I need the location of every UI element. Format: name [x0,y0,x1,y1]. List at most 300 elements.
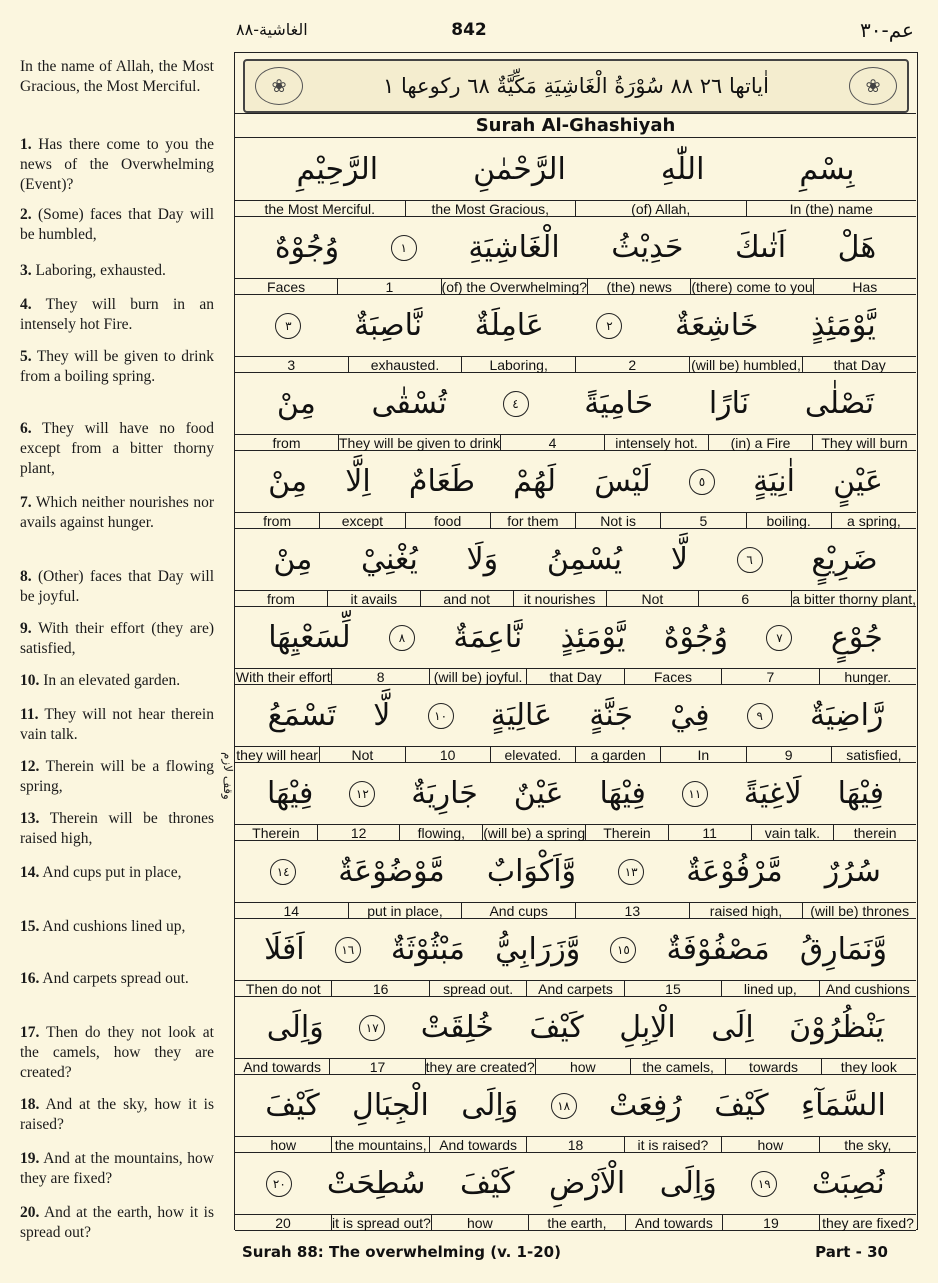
word-row [235,217,916,295]
translation-verse [20,57,214,97]
english-gloss: And cups [461,903,575,918]
ayah-marker: ١٢ [349,781,375,807]
arabic-word: الرَّحِيْمِ [296,152,379,187]
verse-number: 2. [20,206,32,223]
arabic-word: كَيْفَ [529,1010,584,1045]
english-gloss-line [235,278,916,295]
ayah-marker: ٧ [766,625,792,651]
arabic-word: فِيْهَا [837,776,885,811]
english-gloss: (of) the Overwhelming? [441,279,588,295]
arabic-word: بِسْمِ [799,152,855,187]
arabic-line [235,763,916,824]
english-gloss: they will hear [236,747,318,763]
verse-number: 9. [20,620,32,637]
translation-verse [20,917,214,937]
english-gloss: 16 [331,981,428,996]
verse-text: They will have no food except from a bitter thorny plant, [20,420,214,477]
verse-text: Therein will be thrones raised high, [20,810,214,847]
english-gloss: 10 [405,747,490,762]
english-gloss: it avails [327,591,420,606]
english-gloss: the mountains, [331,1137,428,1152]
verse-text: Therein will be a flowing spring, [20,758,214,795]
english-gloss: they are created? [425,1059,535,1075]
arabic-word: عَيْنٌ [513,776,564,811]
english-gloss: therein [833,825,916,840]
english-gloss: 5 [660,513,745,528]
arabic-word: وُجُوْهٌ [663,620,729,655]
translation-verse [20,1149,214,1189]
english-gloss: (there) come to you [691,279,813,295]
arabic-word: مَبْثُوْثَةٌ [390,932,465,967]
verse-number: 3. [20,262,32,279]
verse-text: Which neither nourishes nor avails against hunger. [20,494,214,531]
arabic-word: اَفَلَا [264,932,305,967]
arabic-word: تَسْمَعُ [267,698,337,733]
english-gloss: And carpets [526,981,623,996]
arabic-word: اٰنِيَةٍ [753,464,795,499]
arabic-word: الْاَرْضِ [548,1166,626,1201]
english-gloss-line [235,902,916,919]
english-gloss: 11 [668,825,751,840]
english-gloss: spread out. [429,981,526,996]
english-gloss: the earth, [528,1215,625,1230]
english-gloss: They will burn [812,435,916,450]
word-row [235,529,916,607]
arabic-word: الرَّحْمٰنِ [473,152,566,187]
translation-verse [20,295,214,335]
word-row [235,451,916,529]
english-gloss: And towards [429,1137,526,1152]
arabic-word: تَصْلٰى [804,386,875,421]
english-gloss: Therein [252,825,300,841]
english-gloss: from [263,513,292,529]
arabic-word: عَالِيَةٍ [490,698,553,733]
translation-verse [20,757,214,797]
arabic-line [235,139,916,200]
arabic-word: نَّاصِبَةٌ [353,308,423,343]
arabic-line [235,841,916,902]
word-row [235,295,916,373]
arabic-line [235,997,916,1058]
arabic-word: سُطِحَتْ [326,1166,426,1201]
verse-number: 8. [20,568,32,585]
arabic-word: فِيْ [670,698,710,733]
english-gloss-line [235,1214,916,1231]
verse-text: And cushions lined up, [42,918,186,935]
arabic-word: نَّاعِمَةٌ [453,620,523,655]
english-gloss: that Day [802,357,916,372]
english-gloss: vain talk. [751,825,834,840]
ayah-marker: ١١ [682,781,708,807]
english-gloss: the Most Merciful. [264,201,375,217]
footer-surah-info: Surah 88: The overwhelming (v. 1-20) [242,1243,561,1261]
translation-verse [20,969,214,989]
ayah-marker: ١٠ [428,703,454,729]
arabic-word: فِيْهَا [599,776,646,811]
arabic-word: لِّسَعْيِهَا [268,620,351,655]
verse-number: 11. [20,706,39,723]
english-gloss: 20 [275,1215,291,1231]
english-gloss: With their effort [235,669,331,685]
english-gloss: And towards [625,1215,722,1230]
translation-verse [20,705,214,745]
arabic-word: لَيْسَ [594,464,651,499]
english-gloss: In (the) name [746,201,917,216]
arabic-word: جَارِيَةٌ [411,776,478,811]
translation-verse [20,493,214,533]
verse-number: 13. [20,810,40,827]
english-gloss: (will be) joyful. [429,669,526,684]
arabic-word: نُصِبَتْ [811,1166,885,1201]
arabic-word: رُفِعَتْ [609,1088,682,1123]
surah-banner-arabic: اٰياتها ٢٦ ٨٨ سُوْرَةُ الْغَاشِيَةِ مَكِّيَّةٌ ٦٨ رکوعها ١ [383,74,769,98]
ayah-marker: ١ [391,235,417,261]
translation-verse [20,419,214,479]
verse-text: And cups put in place, [42,864,182,881]
arabic-line [235,295,916,356]
verse-text: They will burn in an intensely hot Fire. [20,296,214,333]
english-gloss: exhausted. [348,357,462,372]
verse-number: 15. [20,918,40,935]
surah-ref-arabic: الغاشية-٨٨ [236,20,308,39]
english-gloss: 1 [337,279,440,294]
verse-text: (Some) faces that Day will be humbled, [20,206,215,243]
ayah-marker: ١٦ [335,937,361,963]
english-gloss: how [721,1137,818,1152]
english-gloss: a bitter thorny plant, [792,591,916,607]
arabic-word: سُرُرٌ [824,854,881,889]
ayah-marker: ٨ [389,625,415,651]
word-row [235,1153,916,1231]
arabic-word: وَاِلَى [266,1010,324,1045]
word-row [235,1075,916,1153]
translation-verse [20,863,214,883]
english-gloss: 7 [721,669,818,684]
arabic-word: يَّوْمَئِذٍ [560,620,626,655]
english-gloss: Not [606,591,699,606]
english-gloss-line [235,668,916,685]
juz-ref-arabic: عم-٣٠ [860,18,914,42]
ayah-marker: ٥ [689,469,715,495]
ayah-marker: ٩ [747,703,773,729]
arabic-word: تُسْقٰى [371,386,447,421]
translation-verse [20,809,214,849]
verse-text: Has there come to you the news of the Overwhelming (Event)? [20,136,215,193]
arabic-word: رَّاضِيَةٌ [809,698,884,733]
ayah-marker: ١٩ [751,1171,777,1197]
ayah-marker: ٣ [275,313,301,339]
english-gloss-line [235,824,916,841]
arabic-word: هَلْ [837,230,877,265]
arabic-word: خُلِقَتْ [420,1010,494,1045]
verse-number: 7. [20,494,32,511]
english-gloss: how [535,1059,630,1074]
arabic-word: وَاِلَى [659,1166,717,1201]
english-gloss: (will be) humbled, [689,357,803,372]
verse-number: 4. [20,296,32,313]
translation-verse [20,205,214,245]
ayah-marker: ١٧ [359,1015,385,1041]
arabic-word: مَّرْفُوْعَةٌ [686,854,783,889]
arabic-word: حَامِيَةً [584,386,654,421]
arabic-word: وُجُوْهٌ [274,230,340,265]
word-row [235,841,916,919]
verse-text: In an elevated garden. [43,672,181,689]
arabic-word: اِلَّا [345,464,371,499]
english-gloss: boiling. [746,513,831,528]
translation-verse [20,135,214,195]
arabic-word: كَيْفَ [714,1088,769,1123]
verse-number: 19. [20,1150,40,1167]
english-gloss: (the) news [587,279,690,294]
verse-number: 14. [20,864,40,881]
english-gloss-line [235,590,916,607]
english-gloss: Laboring, [461,357,575,372]
english-gloss: hunger. [819,669,916,684]
verse-number: 16. [20,970,40,987]
english-gloss: (will be) thrones [802,903,916,918]
arabic-word: مِنْ [268,464,308,499]
english-gloss: the sky, [819,1137,916,1152]
english-gloss: Therein [585,825,668,840]
arabic-line [235,685,916,746]
arabic-word: لَهُمْ [513,464,557,499]
english-gloss: except [319,513,404,528]
ayah-marker: ١٥ [610,937,636,963]
english-gloss: a spring, [831,513,916,528]
arabic-word: كَيْفَ [460,1166,515,1201]
arabic-word: اِلَى [711,1010,754,1045]
english-gloss-line [235,980,916,997]
word-row [235,997,916,1075]
english-gloss: 14 [283,903,300,919]
english-gloss: they look [821,1059,916,1074]
english-gloss: 17 [329,1059,424,1074]
english-gloss: (of) Allah, [575,201,746,216]
word-by-word-panel [234,52,918,1230]
english-gloss: 12 [317,825,400,840]
arabic-word: وَّزَرَابِيُّ [495,932,581,967]
arabic-word: الْغَاشِيَةِ [468,230,560,265]
word-row [235,373,916,451]
verse-number: 17. [20,1024,40,1041]
word-row [235,685,916,763]
verse-text: And at the sky, how it is raised? [20,1096,214,1133]
english-gloss: 13 [575,903,689,918]
english-gloss: and not [420,591,513,606]
english-gloss: a garden [575,747,660,762]
english-gloss: 2 [575,357,689,372]
word-row [235,139,916,217]
surah-title: Surah Al-Ghashiyah [235,113,916,138]
ayah-marker: ١٨ [551,1093,577,1119]
ayah-marker: ٤ [503,391,529,417]
arabic-word: لَّا [373,698,391,733]
arabic-word: وَّنَمَارِقُ [799,932,887,967]
english-gloss-line [235,746,916,763]
arabic-line [235,1153,916,1214]
verse-text: And at the earth, how it is spread out? [20,1204,214,1241]
english-gloss: intensely hot. [604,435,708,450]
arabic-word: مَّوْضُوْعَةٌ [338,854,445,889]
arabic-word: لَاغِيَةً [743,776,802,811]
arabic-word: السَّمَآءِ [800,1088,886,1123]
english-gloss: from [266,591,295,607]
ayah-marker: ١٣ [618,859,644,885]
english-gloss: 18 [526,1137,623,1152]
english-gloss: it is raised? [624,1137,721,1152]
translation-verse [20,567,214,607]
english-gloss: lined up, [721,981,818,996]
arabic-line [235,217,916,278]
english-gloss: how [431,1215,528,1230]
english-gloss: flowing, [399,825,482,840]
english-gloss: Faces [624,669,721,684]
arabic-word: نَارًا [708,386,750,421]
translation-verse [20,619,214,659]
arabic-word: جَنَّةٍ [589,698,633,733]
english-gloss: 19 [722,1215,819,1230]
english-gloss: In [660,747,745,762]
arabic-word: فِيْهَا [267,776,314,811]
english-gloss: the camels, [630,1059,725,1074]
translation-verse [20,1203,214,1243]
english-gloss: 9 [746,747,831,762]
verse-text: They will be given to drink from a boiling spring. [20,348,214,385]
arabic-word: وَاِلَى [461,1088,519,1123]
english-gloss: the Most Gracious, [405,201,576,216]
english-gloss: 3 [287,357,296,373]
arabic-word: وَلَا [466,542,499,577]
english-gloss: how [270,1137,297,1153]
english-gloss: raised high, [689,903,803,918]
english-gloss: they are fixed? [819,1215,916,1230]
arabic-word: اللّٰهِ [660,152,705,187]
word-row [235,919,916,997]
footer-part: Part - 30 [815,1243,888,1261]
english-gloss: Has [813,279,916,294]
english-gloss: Faces [267,279,306,295]
english-gloss: They will be given to drink [338,435,501,451]
english-gloss: And towards [243,1059,322,1075]
ayah-marker: ١٤ [270,859,296,885]
arabic-line [235,529,916,590]
english-gloss: from [272,435,301,451]
arabic-word: الْجِبَالِ [352,1088,429,1123]
arabic-word: اَتٰىكَ [735,230,787,265]
ornament-icon: ❀ [255,67,303,105]
arabic-line [235,1075,916,1136]
translation-verse [20,1023,214,1083]
ornament-icon: ❀ [849,67,897,105]
english-gloss: it is spread out? [332,1215,431,1231]
verse-text: With their effort (they are) satisfied, [20,620,214,657]
english-gloss-line [235,1136,916,1153]
arabic-word: طَعَامٌ [408,464,475,499]
verse-text: Then do they not look at the camels, how they are created? [20,1024,214,1081]
arabic-word: يُغْنِيْ [360,542,418,577]
arabic-word: حَدِيْثُ [611,230,684,265]
english-gloss: 6 [698,591,791,606]
verse-text: (Other) faces that Day will be joyful. [20,568,214,605]
page-number: 842 [451,20,487,40]
english-gloss: 15 [624,981,721,996]
english-gloss-line [235,434,916,451]
arabic-line [235,451,916,512]
verse-number: 20. [20,1204,40,1221]
english-gloss: food [405,513,490,528]
arabic-word: كَيْفَ [265,1088,320,1123]
arabic-line [235,919,916,980]
verse-number: 10. [20,672,40,689]
english-gloss-line [235,1058,916,1075]
verse-number: 1. [20,136,32,153]
translation-verse [20,671,214,691]
waqf-note: وقف لازم [221,752,235,800]
verse-text: Laboring, exhausted. [35,262,166,279]
english-gloss-line [235,200,916,217]
english-gloss: (in) a Fire [708,435,812,450]
verse-number: 6. [20,420,32,437]
english-gloss: 4 [500,435,604,450]
ayah-marker: ٦ [737,547,763,573]
english-gloss: Then do not [245,981,321,997]
english-gloss: Not [319,747,404,762]
ayah-marker: ٢٠ [266,1171,292,1197]
arabic-word: يَّوْمَئِذٍ [810,308,876,343]
arabic-line [235,607,916,668]
arabic-word: عَامِلَةٌ [474,308,544,343]
arabic-word: ضَرِيْعٍ [811,542,878,577]
translation-verse [20,347,214,387]
verse-text: And at the mountains, how they are fixed? [20,1150,214,1187]
english-gloss: that Day [526,669,623,684]
english-gloss: elevated. [490,747,575,762]
word-row [235,763,916,841]
arabic-word: مِنْ [276,386,316,421]
english-gloss: put in place, [348,903,462,918]
ayah-marker: ٢ [596,313,622,339]
english-gloss: satisfied, [831,747,916,762]
verse-text: And carpets spread out. [42,970,189,987]
english-gloss: Not is [575,513,660,528]
arabic-word: جُوْعٍ [830,620,883,655]
arabic-word: مِنْ [273,542,313,577]
english-gloss: it nourishes [513,591,606,606]
english-gloss: 8 [331,669,428,684]
word-row [235,607,916,685]
english-gloss: for them [490,513,575,528]
arabic-word: خَاشِعَةٌ [675,308,759,343]
surah-banner [243,59,909,113]
arabic-line [235,373,916,434]
english-gloss: (will be) a spring [483,825,586,841]
arabic-word: يُسْمِنُ [546,542,623,577]
verse-number: 18. [20,1096,40,1113]
arabic-word: الْاِبِلِ [619,1010,676,1045]
english-gloss-line [235,512,916,529]
verse-number: 12. [20,758,40,775]
translation-verse [20,261,214,281]
translation-verse [20,1095,214,1135]
arabic-word: عَيْنٍ [833,464,883,499]
english-gloss: And cushions [819,981,916,996]
english-gloss: towards [725,1059,820,1074]
english-gloss-line [235,356,916,373]
arabic-word: مَصْفُوْفَةٌ [666,932,770,967]
arabic-word: وَّاَكْوَابٌ [486,854,577,889]
arabic-word: يَنْظُرُوْنَ [789,1010,885,1045]
